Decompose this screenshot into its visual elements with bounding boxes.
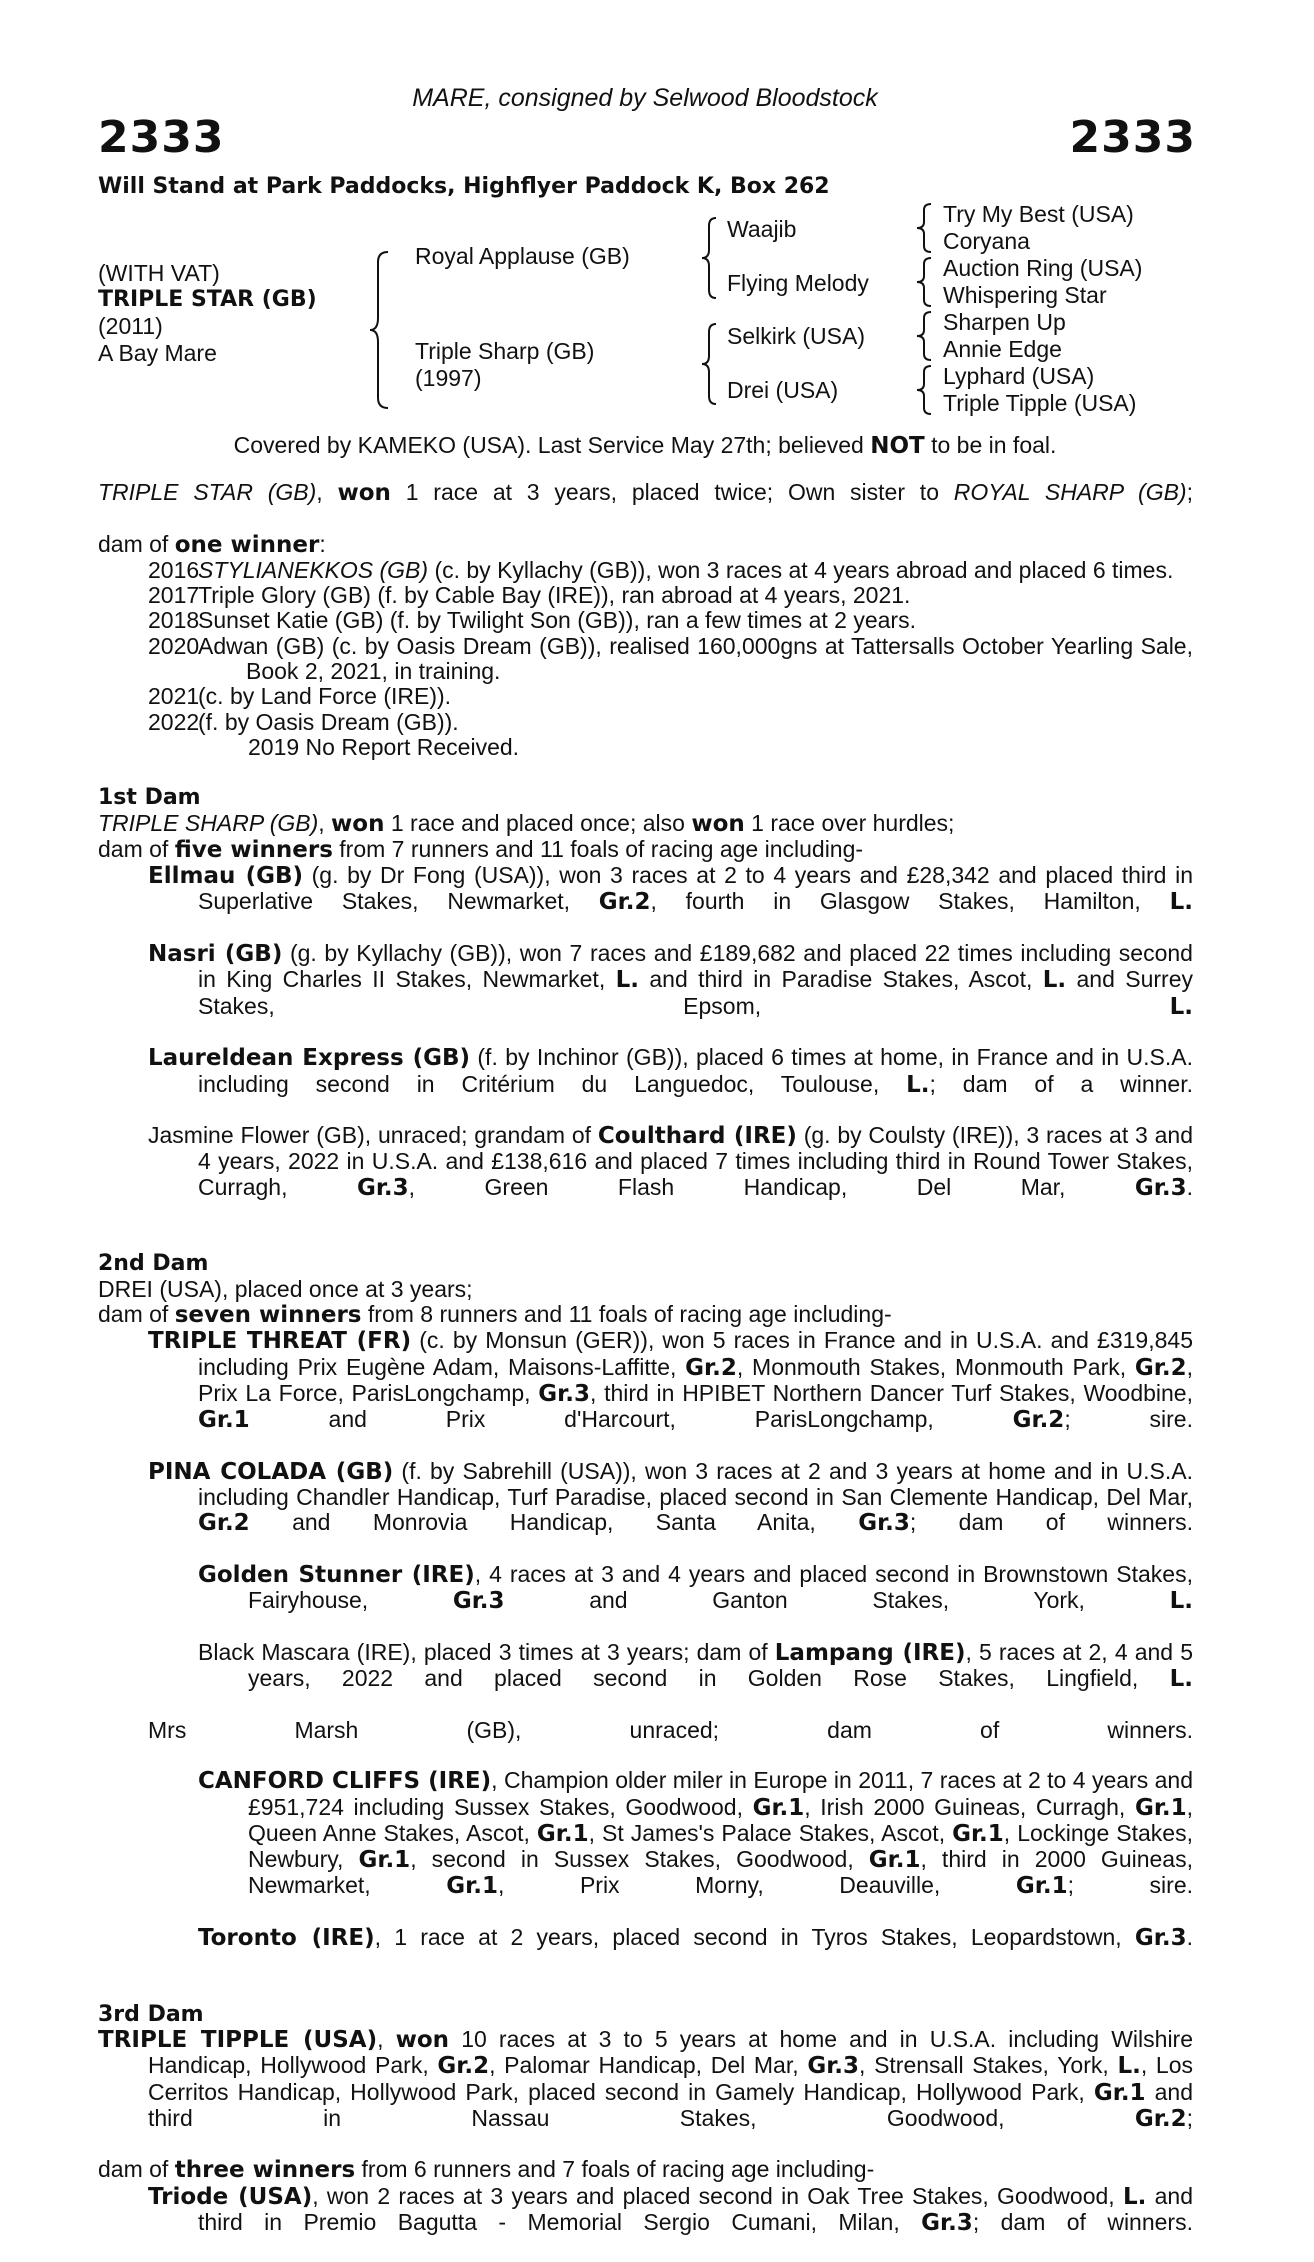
- progeny-row: 2020 Adwan (GB) (c. by Oasis Dream (GB)), realised 160,000gns at Tattersalls October Yearling Sale, Book 2, 2021, in training.: [148, 632, 1193, 685]
- sd-dam: Whispering Star: [943, 282, 1107, 308]
- brace-sire: [700, 216, 720, 300]
- dam-sire: Selkirk (USA): [727, 323, 866, 349]
- progeny-entry: Golden Stunner (IRE), 4 races at 3 and 4 years and placed second in Brownstown Stakes, Fairyhouse, Gr.3 and Ganton Stakes, York, L.: [198, 1560, 1193, 1615]
- progeny-entry: Ellmau (GB) (g. by Dr Fong (USA)), won 3 races at 2 to 4 years and £28,342 and placed third in Superlative Stakes, Newmarket, Gr.2, fourth in Glasgow Stakes, Hamilton, L.: [148, 862, 1193, 916]
- sire-name: Royal Applause (GB): [415, 243, 630, 269]
- ss-sire: Try My Best (USA): [943, 201, 1134, 227]
- stand-location: Will Stand at Park Paddocks, Highflyer Paddock K, Box 262: [98, 174, 830, 199]
- third-dam-heading: 3rd Dam: [98, 2001, 204, 2027]
- dam-name: Triple Sharp (GB): [415, 338, 595, 364]
- third-dam-summary: dam of three winners from 6 runners and 7 foals of racing age including-: [98, 2156, 875, 2184]
- sire-dam: Flying Melody: [727, 270, 869, 296]
- dd-sire: Lyphard (USA): [943, 363, 1095, 389]
- brace-dam: [700, 322, 720, 406]
- progeny-entry: Laureldean Express (GB) (f. by Inchinor (GB)), placed 6 times at home, in France and in U.S.A. including second in Critérium du Languedoc, Toulouse, L.; dam of a winner.: [148, 1044, 1193, 1098]
- progeny-entry: Toronto (IRE), 1 race at 2 years, placed second in Tyros Stakes, Leopardstown, Gr.3.: [198, 1924, 1193, 1952]
- dd-dam: Triple Tipple (USA): [943, 390, 1137, 416]
- progeny-entry: Jasmine Flower (GB), unraced; grandam of Coulthard (IRE) (g. by Coulsty (IRE)), 3 races at 3 and 4 years, 2022 in U.S.A. and £138,616 and placed 7 times including third in Round Tower Stakes, Curragh, Gr.3, Green Flash Handicap, Del Mar, Gr.3.: [148, 1122, 1193, 1201]
- ss-dam: Coryana: [943, 228, 1030, 254]
- ds-sire: Sharpen Up: [943, 309, 1066, 335]
- progeny-entry: TRIPLE THREAT (FR) (c. by Monsun (GER)), won 5 races in France and in U.S.A. and £319,845 including Prix Eugène Adam, Maisons-Laffitte, Gr.2, Monmouth Stakes, Monmouth Park, Gr.2, Prix La Force, ParisLongchamp, Gr.3, third in HPIBET Northern Dancer Turf Stakes, Woodbine, Gr.1 and Prix d'Harcourt, ParisLongchamp, Gr.2; sire.: [148, 1327, 1193, 1434]
- covered-note: Covered by KAMEKO (USA). Last Service May 27th; believed NOT to be in foal.: [233, 432, 1057, 459]
- dam-year: (1997): [415, 365, 482, 391]
- progeny-entry: Black Mascara (IRE), placed 3 times at 3 years; dam of Lampang (IRE), 5 races at 2, 4 and 5 years, 2022 and placed second in Golden Rose Stakes, Lingfield, L.: [198, 1638, 1193, 1693]
- brace-gen1: [368, 250, 392, 410]
- progeny-row: 2018 Sunset Katie (GB) (f. by Twilight Son (GB)), ran a few times at 2 years.: [148, 607, 916, 634]
- produce-summary: dam of one winner:: [98, 530, 326, 558]
- horse-name: TRIPLE STAR (GB): [98, 287, 317, 312]
- no-report-note: 2019 No Report Received.: [248, 733, 520, 760]
- sire-sire: Waajib: [727, 216, 797, 242]
- sd-sire: Auction Ring (USA): [943, 255, 1143, 281]
- lot-number-left: 2333: [98, 112, 225, 163]
- produce-intro: TRIPLE STAR (GB), won 1 race at 3 years, placed twice; Own sister to ROYAL SHARP (GB);: [98, 479, 1193, 506]
- dam-dam: Drei (USA): [727, 377, 839, 403]
- brace-sd: [915, 256, 935, 308]
- brace-ss: [915, 202, 935, 254]
- first-dam-summary: dam of five winners from 7 runners and 11 foals of racing age including-: [98, 835, 864, 863]
- progeny-row: 2016 STYLIANEKKOS (GB) (c. by Kyllachy (GB)), won 3 races at 4 years abroad and placed 6 times.: [148, 556, 1174, 583]
- consignor-line: MARE, consigned by Selwood Bloodstock: [412, 84, 878, 112]
- progeny-entry: Triode (USA), won 2 races at 3 years and placed second in Oak Tree Stakes, Goodwood, L. and third in Premio Bagutta - Memorial Sergio Cumani, Milan, Gr.3; dam of winners.: [148, 2182, 1194, 2236]
- progeny-entry: Nasri (GB) (g. by Kyllachy (GB)), won 7 races and £189,682 and placed 22 times including second in King Charles II Stakes, Newmarket, L. and third in Paradise Stakes, Ascot, L. and Surrey Stakes, Epsom, L.: [148, 940, 1193, 1020]
- second-dam-summary: dam of seven winners from 8 runners and 11 foals of racing age including-: [98, 1300, 892, 1328]
- progeny-entry: Mrs Marsh (GB), unraced; dam of winners.: [148, 1716, 1193, 1743]
- progeny-entry: PINA COLADA (GB) (f. by Sabrehill (USA)), won 3 races at 2 and 3 years at home and in U.S.A. including Chandler Handicap, Turf Paradise, placed second in San Clemente Handicap, Del Mar, Gr.2 and Monrovia Handicap, Santa Anita, Gr.3; dam of winners.: [148, 1457, 1193, 1537]
- horse-year: (2011): [98, 313, 163, 339]
- second-dam-heading: 2nd Dam: [98, 1251, 209, 1277]
- horse-description: A Bay Mare: [98, 340, 217, 366]
- vat-label: (WITH VAT): [98, 260, 220, 286]
- first-dam-line: TRIPLE SHARP (GB), won 1 race and placed once; also won 1 race over hurdles;: [98, 809, 955, 837]
- progeny-entry: CANFORD CLIFFS (IRE), Champion older miler in Europe in 2011, 7 races at 2 to 4 years and £951,724 including Sussex Stakes, Goodwood, Gr.1, Irish 2000 Guineas, Curragh, Gr.1, Queen Anne Stakes, Ascot, Gr.1, St James's Palace Stakes, Ascot, Gr.1, Lockinge Stakes, Newbury, Gr.1, second in Sussex Stakes, Goodwood, Gr.1, third in 2000 Guineas, Newmarket, Gr.1, Prix Morny, Deauville, Gr.1; sire.: [198, 1767, 1194, 1900]
- first-dam-heading: 1st Dam: [98, 785, 201, 811]
- second-dam-line: DREI (USA), placed once at 3 years;: [98, 1275, 473, 1302]
- catalogue-content: [98, 480, 1193, 2262]
- progeny-row: 2017 Triple Glory (GB) (f. by Cable Bay (IRE)), ran abroad at 4 years, 2021.: [148, 582, 911, 609]
- progeny-row: 2021 (c. by Land Force (IRE)).: [148, 683, 452, 710]
- brace-ds: [915, 310, 935, 362]
- ds-dam: Annie Edge: [943, 336, 1062, 362]
- brace-dd: [915, 364, 935, 416]
- third-dam-line: TRIPLE TIPPLE (USA), won 10 races at 3 to 5 years at home and in U.S.A. including Wilshire Handicap, Hollywood Park, Gr.2, Palomar Handicap, Del Mar, Gr.3, Strensall Stakes, York, L., Los Cerritos Handicap, Hollywood Park, placed second in Gamely Handicap, Hollywood Park, Gr.1 and third in Nassau Stakes, Goodwood, Gr.2;: [98, 2025, 1194, 2132]
- progeny-row: 2022 (f. by Oasis Dream (GB)).: [148, 708, 459, 735]
- lot-number-right: 2333: [1069, 112, 1196, 163]
